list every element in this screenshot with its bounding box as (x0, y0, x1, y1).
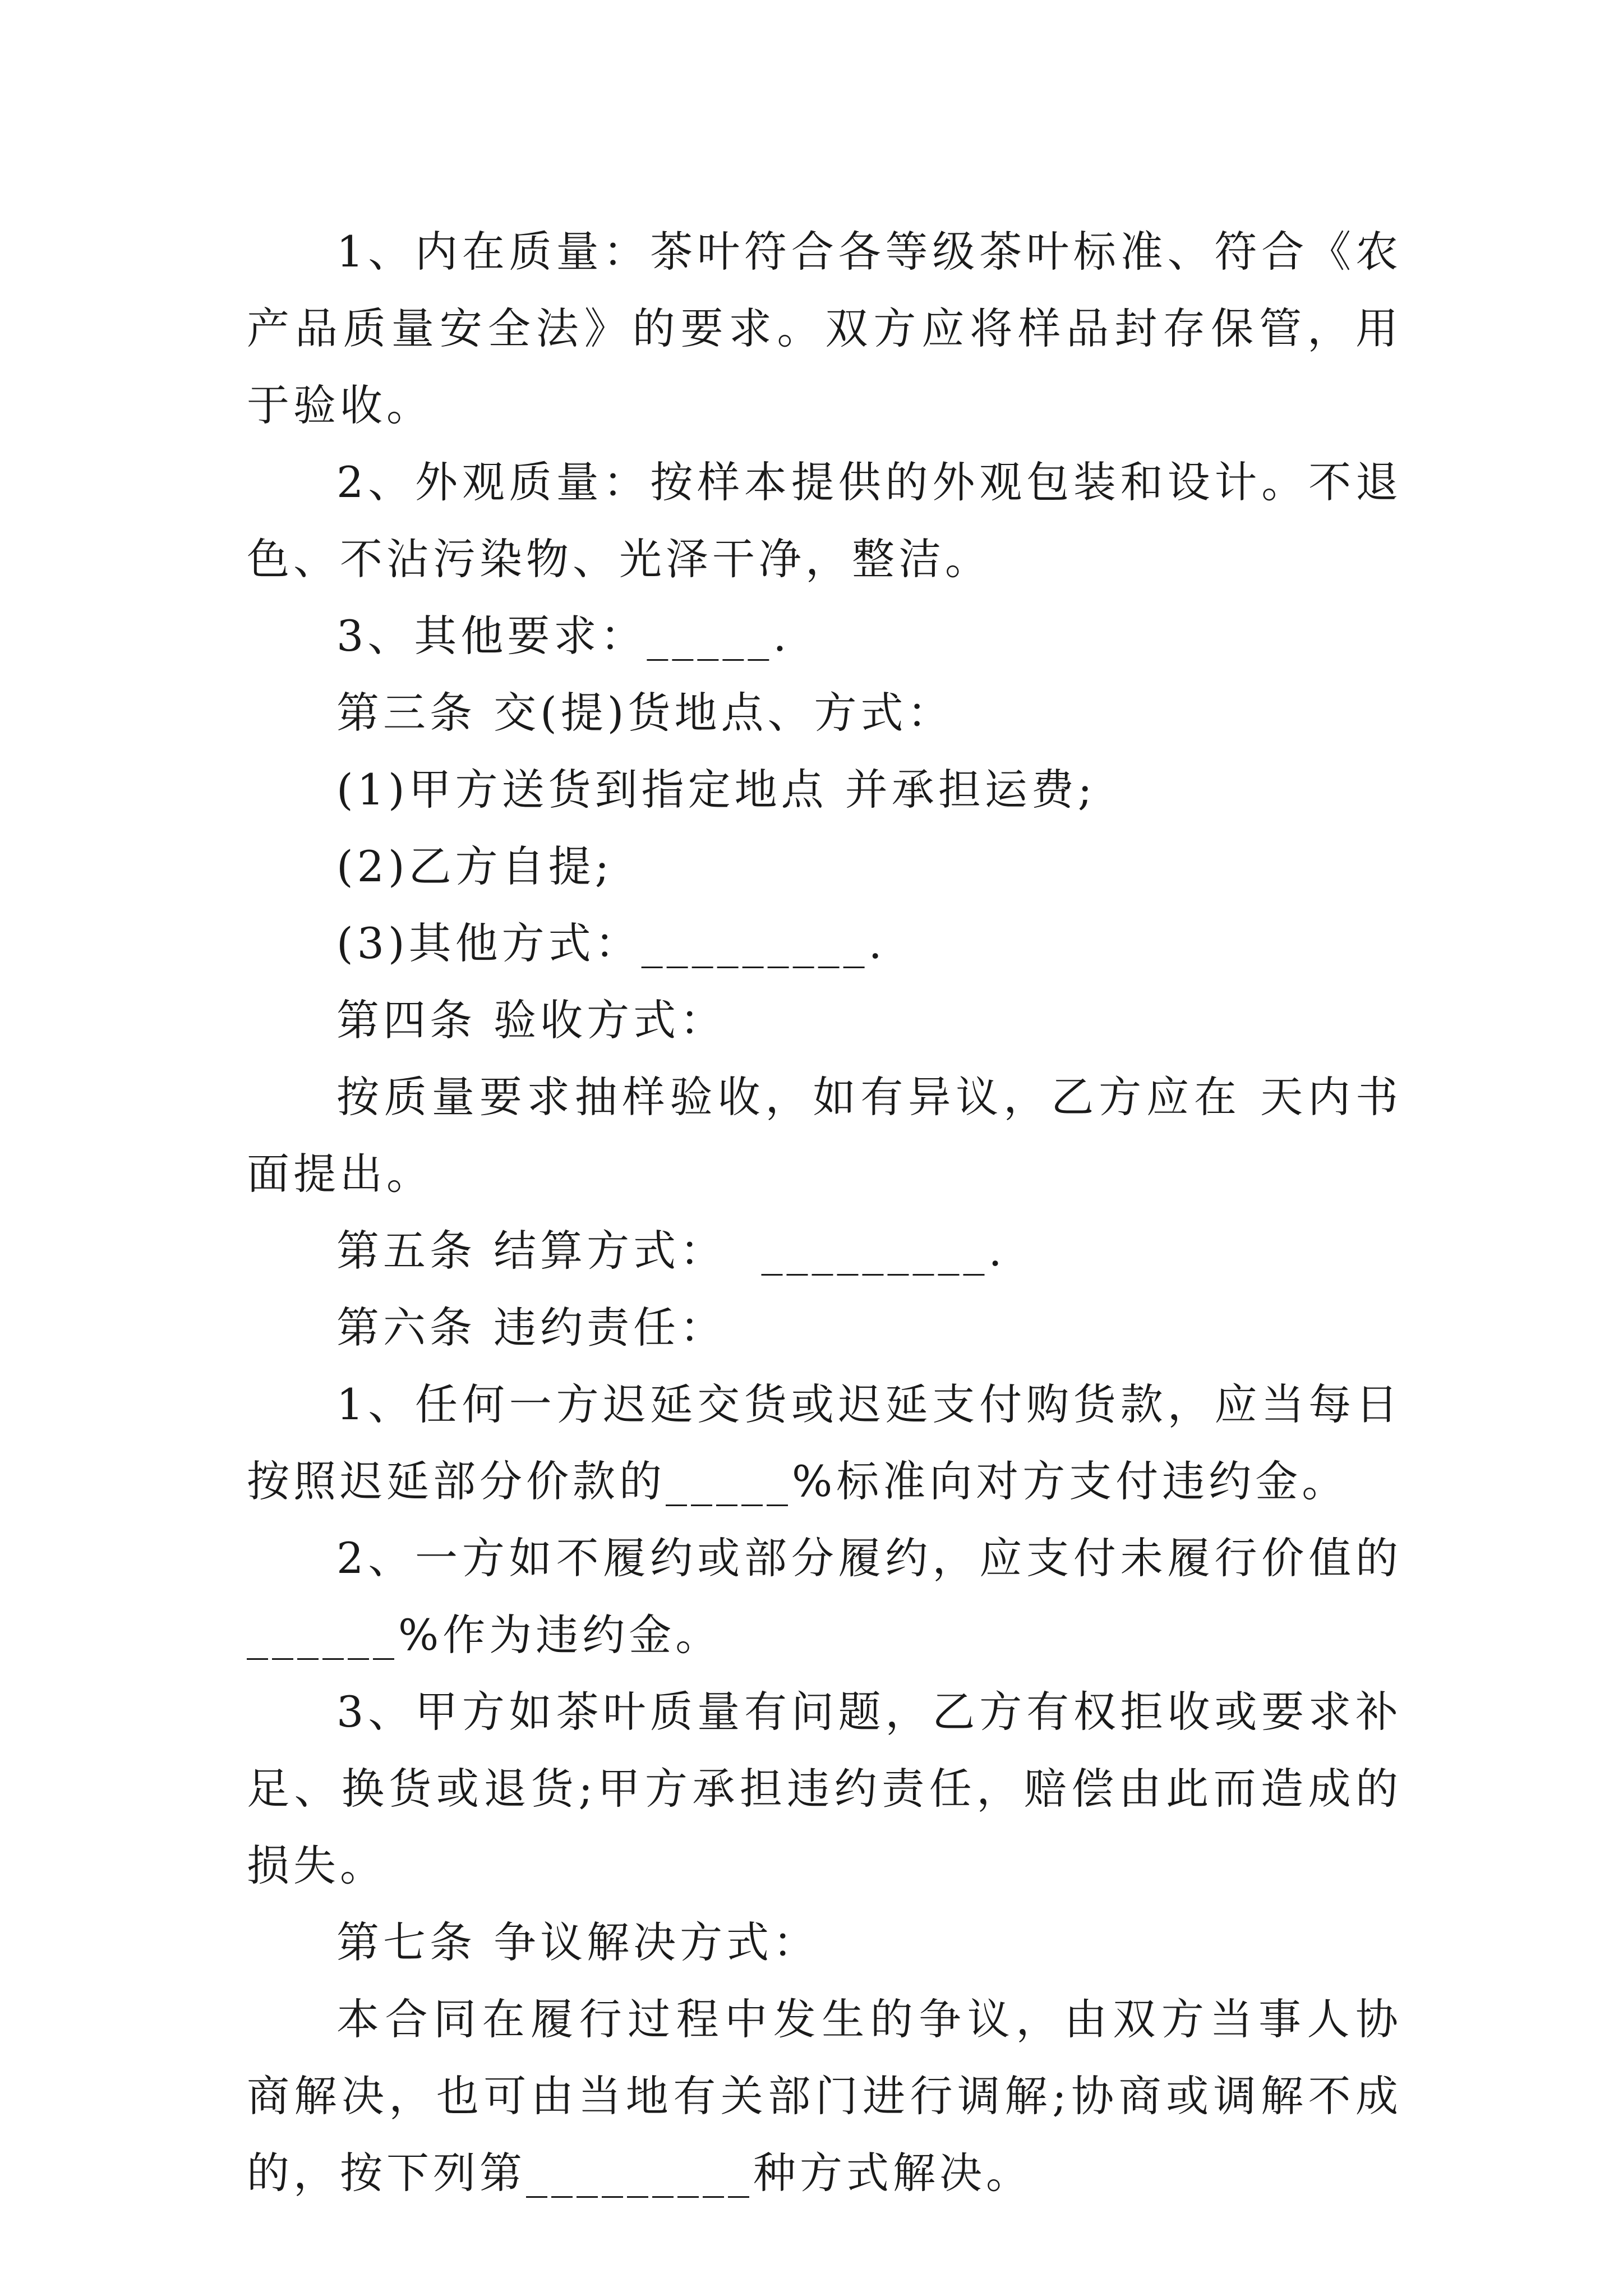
delivery-option-3: (3)其他方式：_________. (336, 918, 886, 968)
inspection-text: 按质量要求抽样验收，如有异议，乙方应在 天内书面提出。 (247, 1072, 1402, 1199)
liability-clause-2: 2、一方如不履约或部分履约，应支付未履行价值的______%作为违约金。 (247, 1533, 1402, 1660)
liability-clause-3: 3、甲方如茶叶质量有问题，乙方有权拒收或要求补足、换货或退货;甲方承担违约责任，赔偿由此而造成的损失。 (247, 1687, 1402, 1890)
document-body (247, 213, 1402, 2211)
article-4-heading: 第四条 验收方式： (336, 995, 727, 1045)
dispute-resolution-text: 本合同在履行过程中发生的争议，由双方当事人协商解决，也可由当地有关部门进行调解;协商或调解不成的，按下列第_________种方式解决。 (247, 1994, 1402, 2198)
clause-appearance-quality: 2、外观质量：按样本提供的外观包装和设计。不退色、不沾污染物、光泽干净，整洁。 (247, 457, 1402, 584)
clause-inner-quality: 1、内在质量：茶叶符合各等级茶叶标准、符合《农产品质量安全法》的要求。双方应将样品封存保管，用于验收。 (247, 227, 1402, 430)
clause-other-requirements: 3、其他要求：_____. (336, 611, 791, 661)
delivery-option-1: (1)甲方送货到指定地点 并承担运费; (336, 765, 1096, 815)
liability-clause-1: 1、任何一方迟延交货或迟延支付购货款，应当每日按照迟延部分价款的_____%标准向对方支付违约金。 (247, 1379, 1402, 1506)
delivery-option-2: (2)乙方自提; (336, 841, 614, 891)
article-5-heading: 第五条 结算方式： _________. (336, 1226, 1006, 1276)
article-3-heading: 第三条 交(提)货地点、方式： (336, 688, 954, 738)
article-6-heading: 第六条 违约责任： (336, 1303, 727, 1352)
article-7-heading: 第七条 争议解决方式： (336, 1917, 820, 1967)
